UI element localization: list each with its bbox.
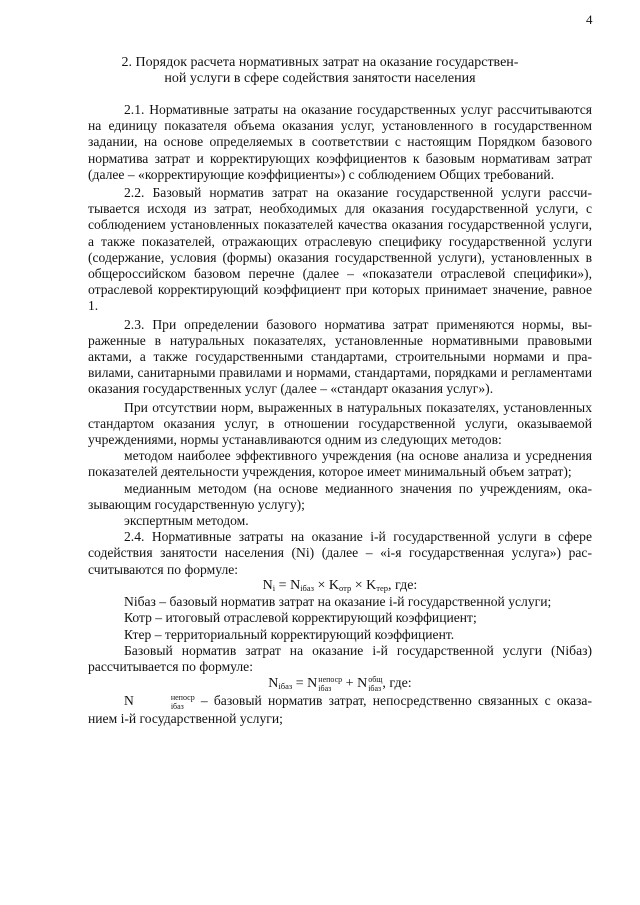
section-title-line-1: 2. Порядок расчета нормативных затрат на оказание государствен- xyxy=(121,55,519,70)
definition-territorial-coefficient: Ктер – территориальный корректирующий коэффициент. xyxy=(124,626,455,642)
definition-direct-costs: N непоср iбаз – базовый норматив затрат, непосредственно связанных с оказанием i-й государственной услуги; xyxy=(88,693,592,727)
paragraph-absence-of-norms: При отсутствии норм, выраженных в натуральных показателях, установленных стандартом оказания услуг, в отношении государственной услуги, оказываемой учреждениями, нормы устанавливаются одним из следующих методов: xyxy=(88,399,592,448)
paragraph-2-1: 2.1. Нормативные затраты на оказание государственных услуг рассчитываются на единицу показателя объема оказания услуг, установленного в государственном задании, на основе определяемых в соответствии с настоящим Порядком базового норматива затрат и корректирующих коэффициентов к базовым нормативам затрат (далее – «корректирующие коэффициенты») с соблюдением Общих требований. xyxy=(88,102,592,182)
paragraph-2-4: 2.4. Нормативные затраты на оказание i-й государственной услуги в сфере содействия занятости населения (Ni) (далее – «i-я государственная услуга») рассчитываются по формуле: xyxy=(88,529,592,577)
formula-normative-costs: $N_i = N_{iбаз} \times K_{отр} \times K_{тер}$, где: xyxy=(262,577,418,593)
formula-base-norm: $N_{iбаз} = N$ непоср iбаз + N общ iбаз , где: xyxy=(268,675,412,694)
definition-industry-coefficient: Котр – итоговый отраслевой корректирующий коэффициент; xyxy=(124,610,477,626)
section-title xyxy=(96,55,544,87)
paragraph-2-3: 2.3. При определении базового норматива затрат применяются нормы, выраженные в натуральных показателях, установленные нормативными правовыми актами, а также государственными стандартами, строительными нормами и правилами, санитарными правилами и нормами, стандартами, порядками и регламентами оказания государственных услуг (далее – «стандарт оказания услуг»). xyxy=(88,316,592,397)
document-body xyxy=(88,102,592,727)
method-most-efficient: методом наиболее эффективного учреждения (на основе анализа и усреднения показателей деятельности учреждения, которое имеет минимальный объем затрат); xyxy=(88,448,592,480)
definition-base-norm: Niбаз – базовый норматив затрат на оказание i-й государственной услуги; xyxy=(124,594,552,610)
method-expert: экспертным методом. xyxy=(124,513,249,529)
paragraph-base-norm-formula-intro: Базовый норматив затрат на оказание i-й государственной услуги (Niбаз) рассчитывается по формуле: xyxy=(88,642,592,674)
method-median: медианным методом (на основе медианного значения по учреждениям, оказывающим государственную услугу); xyxy=(88,480,592,512)
paragraph-2-2: 2.2. Базовый норматив затрат на оказание государственной услуги рассчитывается исходя из затрат, необходимых для оказания государственной услуги, с соблюдением установленных показателей качества оказания государственной услуги, а также показателей, отражающих отраслевую специфику государственной услуги (содержание, условия (формы) оказания государственной услуги), установленных в общероссийском базовом перечне (далее – «показатели отраслевой специфики»), отраслевой корректирующий коэффициент при которых принимает значение, равное 1. xyxy=(88,185,592,314)
section-title-line-2: ной услуги в сфере содействия занятости населения xyxy=(164,71,476,86)
page-number: 4 xyxy=(586,12,593,27)
